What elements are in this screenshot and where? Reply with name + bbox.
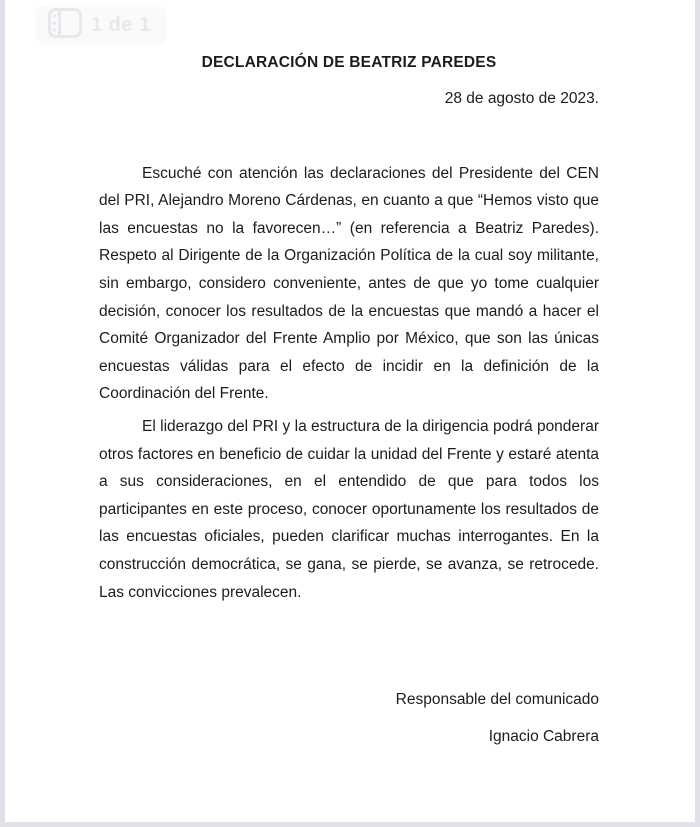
- document-line: a sus consideraciones, en el entendido de que para todos los: [99, 473, 599, 491]
- paragraph-2: [99, 413, 599, 606]
- document-line: Coordinación del Frente.: [99, 385, 269, 403]
- document-line: construcción democrática, se gana, se pierde, se avanza, se retrocede.: [99, 555, 599, 573]
- document-line: las encuestas oficiales, pueden clarificar muchas interrogantes. En la: [99, 528, 599, 546]
- document-line: El liderazgo del PRI y la estructura de la dirigencia podrá ponderar: [142, 417, 599, 435]
- document-content: [99, 0, 599, 750]
- signature-role: Responsable del comunicado: [395, 691, 599, 709]
- document-line: Respeto al Dirigente de la Organización Política de la cual soy militante,: [99, 247, 599, 265]
- document-line: decisión, conocer los resultados de la encuestas que mandó a hacer el: [99, 302, 599, 320]
- page-thumbnails-icon: [48, 8, 82, 43]
- document-line: Escuché con atención las declaraciones del Presidente del CEN: [142, 164, 599, 182]
- document-line: participantes en este proceso, conocer oportunamente los resultados de: [99, 500, 599, 518]
- document-date: 28 de agosto de 2023.: [444, 90, 599, 107]
- document-page: [5, 0, 695, 822]
- page-indicator-label: 1 de 1: [91, 13, 151, 36]
- document-line: Comité Organizador del Frente Amplio por México, que son las únicas: [99, 330, 599, 348]
- document-title: DECLARACIÓN DE BEATRIZ PAREDES: [201, 54, 497, 71]
- document-line: otros factores en beneficio de cuidar la unidad del Frente y estaré atenta: [99, 445, 599, 463]
- paragraph-1: [99, 160, 599, 408]
- document-line: encuestas válidas para el efecto de incidir en la definición de la: [99, 357, 599, 375]
- document-line: Las convicciones prevalecen.: [99, 583, 302, 601]
- document-line: sin embargo, considero conveniente, antes de que yo tome cualquier: [99, 274, 599, 292]
- document-line: las encuestas no la favorecen…” (en referencia a Beatriz Paredes).: [99, 219, 599, 237]
- document-line: del PRI, Alejandro Moreno Cárdenas, en cuanto a que “Hemos visto que: [99, 192, 599, 210]
- signature-name: Ignacio Cabrera: [488, 727, 599, 745]
